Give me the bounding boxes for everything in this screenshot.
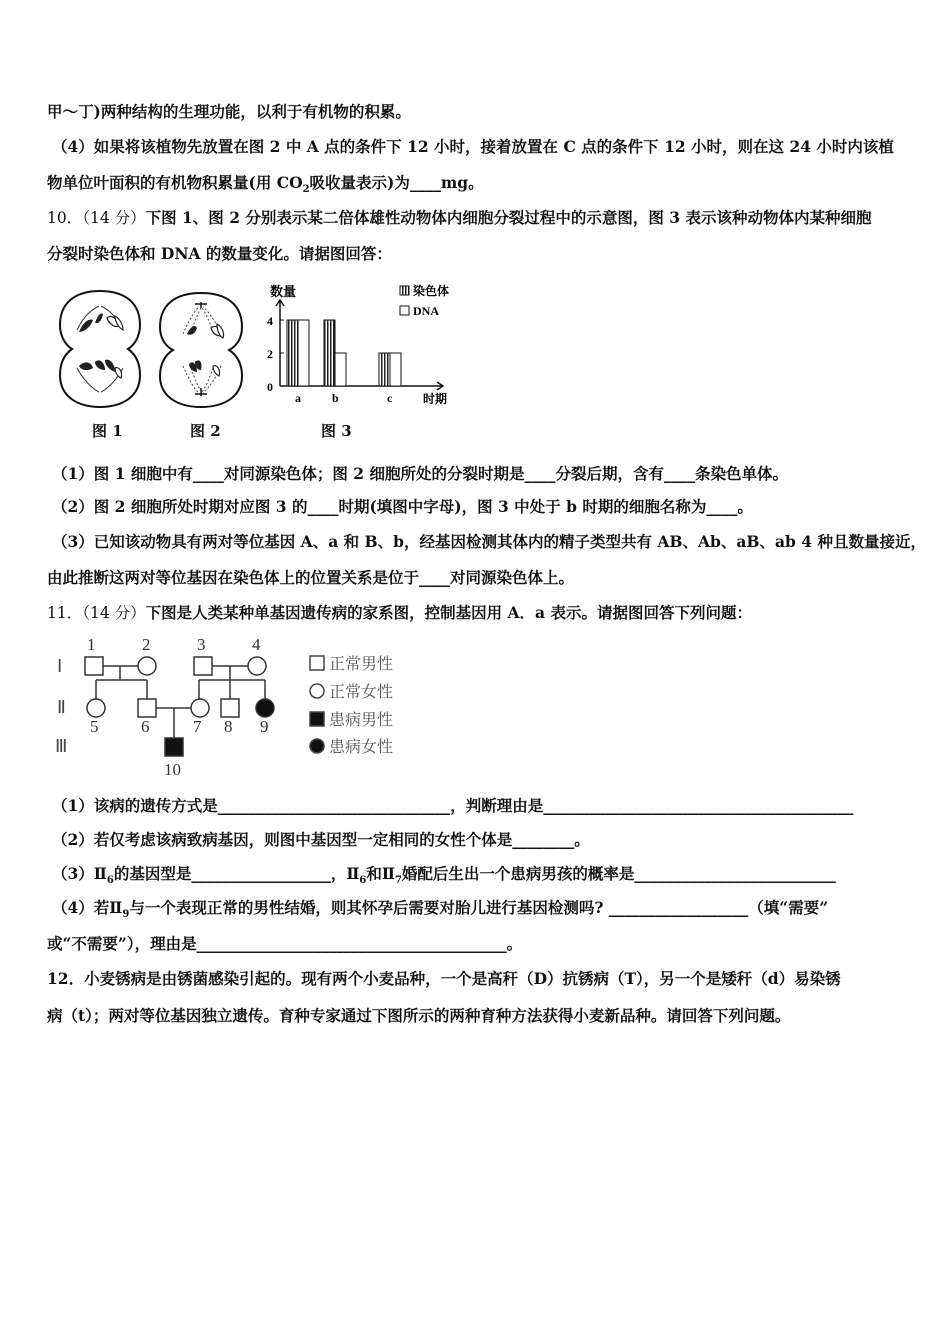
- question-11-stem: 11．（14 分）下图是人类某种单基因遗传病的家系图，控制基因用 A．a 表示。请据图回答下列问题：: [47, 603, 752, 622]
- individual-number: 4: [252, 635, 261, 654]
- text-line: $(3)Ⅱ_6$的基因型是__________________，$Ⅱ_6$和$Ⅱ_7$婚配后生出一个患病男孩的概率是__________________________: [52, 864, 836, 887]
- bar-chromosome-a: [287, 320, 298, 386]
- generation-label: Ⅲ: [55, 736, 68, 756]
- figure-1-cell-diagram: [55, 288, 145, 410]
- individual-2-normal-female: [138, 657, 156, 675]
- individual-8-normal-male: [221, 699, 239, 717]
- legend-affected-male-symbol: [310, 712, 324, 726]
- question-10-stem: 10．（14 分）下图 1、图 2 分别表示某二倍体雄性动物体内细胞分裂过程中的示意图，图 3 表示该种动物体内某种细胞: [47, 208, 872, 227]
- figure-2-label: 图 2: [190, 422, 221, 440]
- text-line: （3）已知该动物具有两对等位基因 A、a 和 B、b，经基因检测其体内的精子类型共有 AB、Ab、aB、ab 4 种且数量接近，: [52, 532, 926, 551]
- y-tick-label: 4: [267, 314, 273, 328]
- y-tick-label: 2: [267, 347, 273, 361]
- generation-label: Ⅱ: [57, 697, 66, 717]
- individual-4-normal-female: [248, 657, 266, 675]
- chart-ylabel: 数量: [270, 284, 297, 299]
- legend-affected-female-symbol: [310, 739, 324, 753]
- individual-number: 3: [197, 635, 206, 654]
- text-line: （1）图 1 细胞中有____对同源染色体；图 2 细胞所处的分裂时期是____分裂后期，含有____条染色单体。: [52, 464, 788, 483]
- individual-number: 2: [142, 635, 151, 654]
- pedigree-chart: [52, 630, 422, 780]
- individual-5-normal-female: [87, 699, 105, 717]
- figure-3-bar-chart: [258, 280, 468, 410]
- text-line: （4）若$Ⅱ_9$与一个表现正常的男性结婚，则其怀孕后需要对胎儿进行基因检测吗? __________________（填“需要”: [52, 898, 829, 921]
- individual-number: 1: [87, 635, 96, 654]
- bar-chromosome-b: [324, 320, 335, 386]
- text-line: 物单位叶面积的有机物积累量(用 $CO_2$吸收量表示)为____mg。: [47, 173, 484, 196]
- individual-number: 10: [164, 760, 181, 779]
- text-line: 或“不需要”），理由是________________________________________。: [47, 934, 523, 953]
- figure-2-cell-diagram: [155, 290, 247, 410]
- individual-10-affected-male: [165, 738, 183, 756]
- question-12-stem: 12．小麦锈病是由锈菌感染引起的。现有两个小麦品种，一个是高秆（D）抗锈病（T），另一个是矮秆（d）易染锈: [47, 969, 841, 988]
- legend-dna-label: DNA: [413, 304, 439, 318]
- legend-label: 正常男性: [329, 654, 394, 673]
- figure-3-label: 图 3: [321, 422, 352, 440]
- individual-number: 7: [193, 717, 202, 736]
- individual-9-affected-female: [256, 699, 274, 717]
- individual-7-normal-female: [191, 699, 209, 717]
- text-line: 分裂时染色体和 DNA 的数量变化。请据图回答：: [47, 244, 392, 263]
- y-tick-label: 0: [267, 380, 273, 394]
- text-line: 病（t）；两对等位基因独立遗传。育种专家通过下图所示的两种育种方法获得小麦新品种。请回答下列问题。: [47, 1006, 791, 1025]
- legend-chromosome-label: 染色体: [413, 284, 450, 298]
- individual-number: 9: [260, 717, 269, 736]
- text-line: 由此推断这两对等位基因在染色体上的位置关系是位于____对同源染色体上。: [47, 568, 575, 587]
- legend-label: 患病男性: [329, 710, 394, 729]
- bar-dna-b: [335, 353, 346, 386]
- individual-3-normal-male: [194, 657, 212, 675]
- text-line: （2）若仅考虑该病致病基因，则图中基因型一定相同的女性个体是________。: [52, 830, 590, 849]
- legend-normal-female-symbol: [310, 684, 324, 698]
- x-category-label: c: [387, 391, 393, 405]
- generation-label: Ⅰ: [57, 656, 63, 676]
- chart-xlabel: 时期: [423, 392, 448, 406]
- bar-dna-a: [298, 320, 309, 386]
- figure-1-label: 图 1: [92, 422, 123, 440]
- legend-chromosome-swatch: [400, 286, 409, 295]
- legend-label: 正常女性: [329, 682, 394, 701]
- text-line: （2）图 2 细胞所处时期对应图 3 的____时期(填图中字母)，图 3 中处于 b 时期的细胞名称为____。: [52, 497, 753, 516]
- bar-chromosome-c: [379, 353, 390, 386]
- x-category-label: b: [332, 391, 339, 405]
- individual-1-normal-male: [85, 657, 103, 675]
- text-line: 甲～丁)两种结构的生理功能，以利于有机物的积累。: [47, 102, 411, 121]
- x-category-label: a: [295, 391, 301, 405]
- individual-number: 8: [224, 717, 233, 736]
- individual-6-normal-male: [138, 699, 156, 717]
- legend-label: 患病女性: [329, 737, 394, 756]
- text-line: （4）如果将该植物先放置在图 2 中 A 点的条件下 12 小时，接着放置在 C 点的条件下 12 小时，则在这 24 小时内该植: [52, 137, 894, 156]
- individual-number: 5: [90, 717, 99, 736]
- legend-dna-swatch: [400, 306, 409, 315]
- bar-dna-c: [390, 353, 401, 386]
- legend-normal-male-symbol: [310, 656, 324, 670]
- individual-number: 6: [141, 717, 150, 736]
- text-line: （1）该病的遗传方式是______________________________，判断理由是________________________________________: [52, 796, 854, 815]
